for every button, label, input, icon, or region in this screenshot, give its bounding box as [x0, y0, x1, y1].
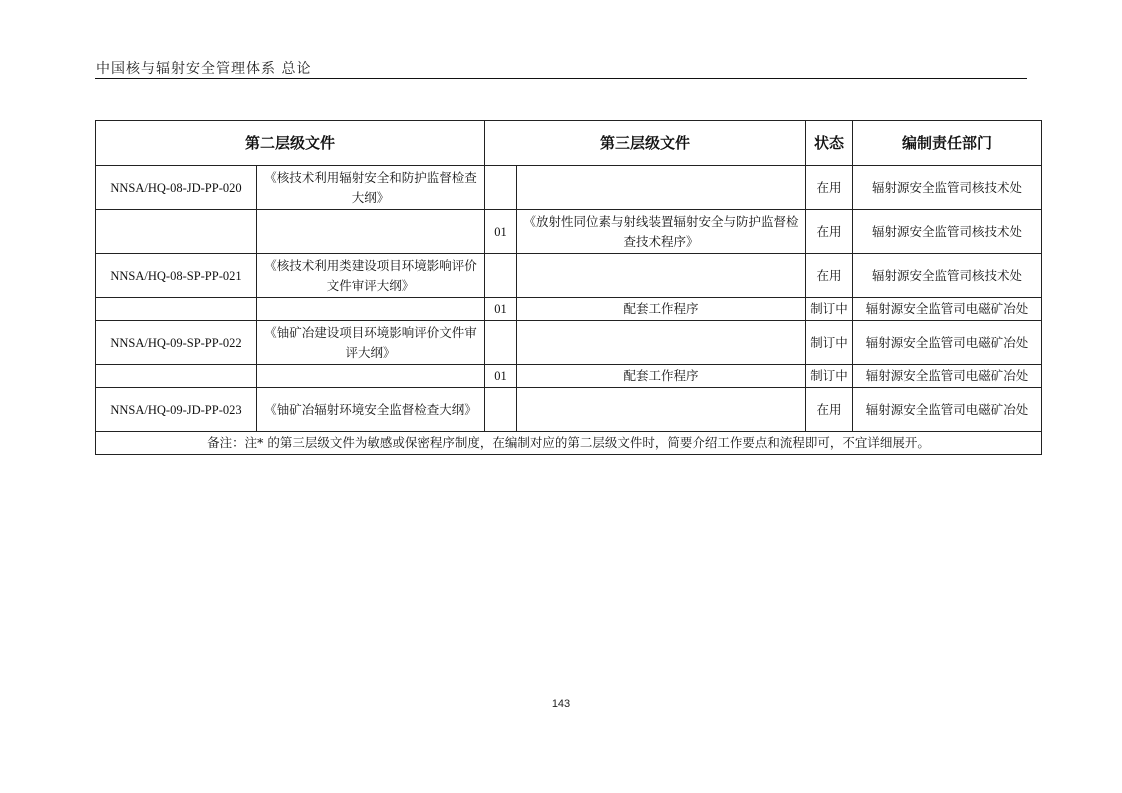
- table-row: [96, 210, 1042, 254]
- status-cell: 制订中: [806, 321, 853, 365]
- table-note-row: [96, 432, 1042, 455]
- document-code: NNSA/HQ-08-SP-PP-021: [96, 254, 257, 298]
- department-cell: 辐射源安全监管司电磁矿冶处: [853, 298, 1042, 321]
- department-cell: 辐射源安全监管司电磁矿冶处: [853, 365, 1042, 388]
- sequence-number: [485, 254, 517, 298]
- third-level-document: 配套工作程序: [517, 298, 806, 321]
- department-cell: 辐射源安全监管司核技术处: [853, 210, 1042, 254]
- sequence-number: [485, 166, 517, 210]
- header-rule: [95, 78, 1027, 79]
- department-cell: 辐射源安全监管司核技术处: [853, 166, 1042, 210]
- table-header-row: [96, 121, 1042, 166]
- second-level-document: 《核技术利用辐射安全和防护监督检查大纲》: [257, 166, 485, 210]
- column-header-third-level: 第三层级文件: [485, 121, 806, 166]
- second-level-document: [257, 365, 485, 388]
- sequence-number: 01: [485, 365, 517, 388]
- status-cell: 在用: [806, 210, 853, 254]
- document-code: NNSA/HQ-09-JD-PP-023: [96, 388, 257, 432]
- document-code: NNSA/HQ-08-JD-PP-020: [96, 166, 257, 210]
- table-row: [96, 298, 1042, 321]
- third-level-document: [517, 388, 806, 432]
- column-header-status: 状态: [806, 121, 853, 166]
- second-level-document: [257, 298, 485, 321]
- status-cell: 制订中: [806, 365, 853, 388]
- third-level-document: [517, 254, 806, 298]
- status-cell: 制订中: [806, 298, 853, 321]
- second-level-document: 《核技术利用类建设项目环境影响评价文件审评大纲》: [257, 254, 485, 298]
- table-row: [96, 388, 1042, 432]
- department-cell: 辐射源安全监管司核技术处: [853, 254, 1042, 298]
- table-row: [96, 254, 1042, 298]
- third-level-document: 《放射性同位素与射线装置辐射安全与防护监督检查技术程序》: [517, 210, 806, 254]
- table-row: [96, 365, 1042, 388]
- sequence-number: [485, 388, 517, 432]
- department-cell: 辐射源安全监管司电磁矿冶处: [853, 321, 1042, 365]
- status-cell: 在用: [806, 388, 853, 432]
- table-note: 备注：注* 的第三层级文件为敏感或保密程序制度，在编制对应的第二层级文件时，简要介绍工作要点和流程即可，不宜详细展开。: [96, 432, 1042, 455]
- third-level-document: [517, 321, 806, 365]
- status-cell: 在用: [806, 166, 853, 210]
- table-row: [96, 321, 1042, 365]
- second-level-document: [257, 210, 485, 254]
- document-table: [95, 120, 1042, 455]
- sequence-number: 01: [485, 210, 517, 254]
- document-code: [96, 298, 257, 321]
- second-level-document: 《铀矿冶建设项目环境影响评价文件审评大纲》: [257, 321, 485, 365]
- column-header-department: 编制责任部门: [853, 121, 1042, 166]
- third-level-document: 配套工作程序: [517, 365, 806, 388]
- column-header-second-level: 第二层级文件: [96, 121, 485, 166]
- third-level-document: [517, 166, 806, 210]
- department-cell: 辐射源安全监管司电磁矿冶处: [853, 388, 1042, 432]
- page-number: 143: [551, 698, 571, 710]
- page-header-title: 中国核与辐射安全管理体系 总论: [96, 61, 312, 77]
- status-cell: 在用: [806, 254, 853, 298]
- table-row: [96, 166, 1042, 210]
- sequence-number: 01: [485, 298, 517, 321]
- second-level-document: 《铀矿冶辐射环境安全监督检查大纲》: [257, 388, 485, 432]
- document-code: [96, 210, 257, 254]
- document-code: NNSA/HQ-09-SP-PP-022: [96, 321, 257, 365]
- sequence-number: [485, 321, 517, 365]
- document-code: [96, 365, 257, 388]
